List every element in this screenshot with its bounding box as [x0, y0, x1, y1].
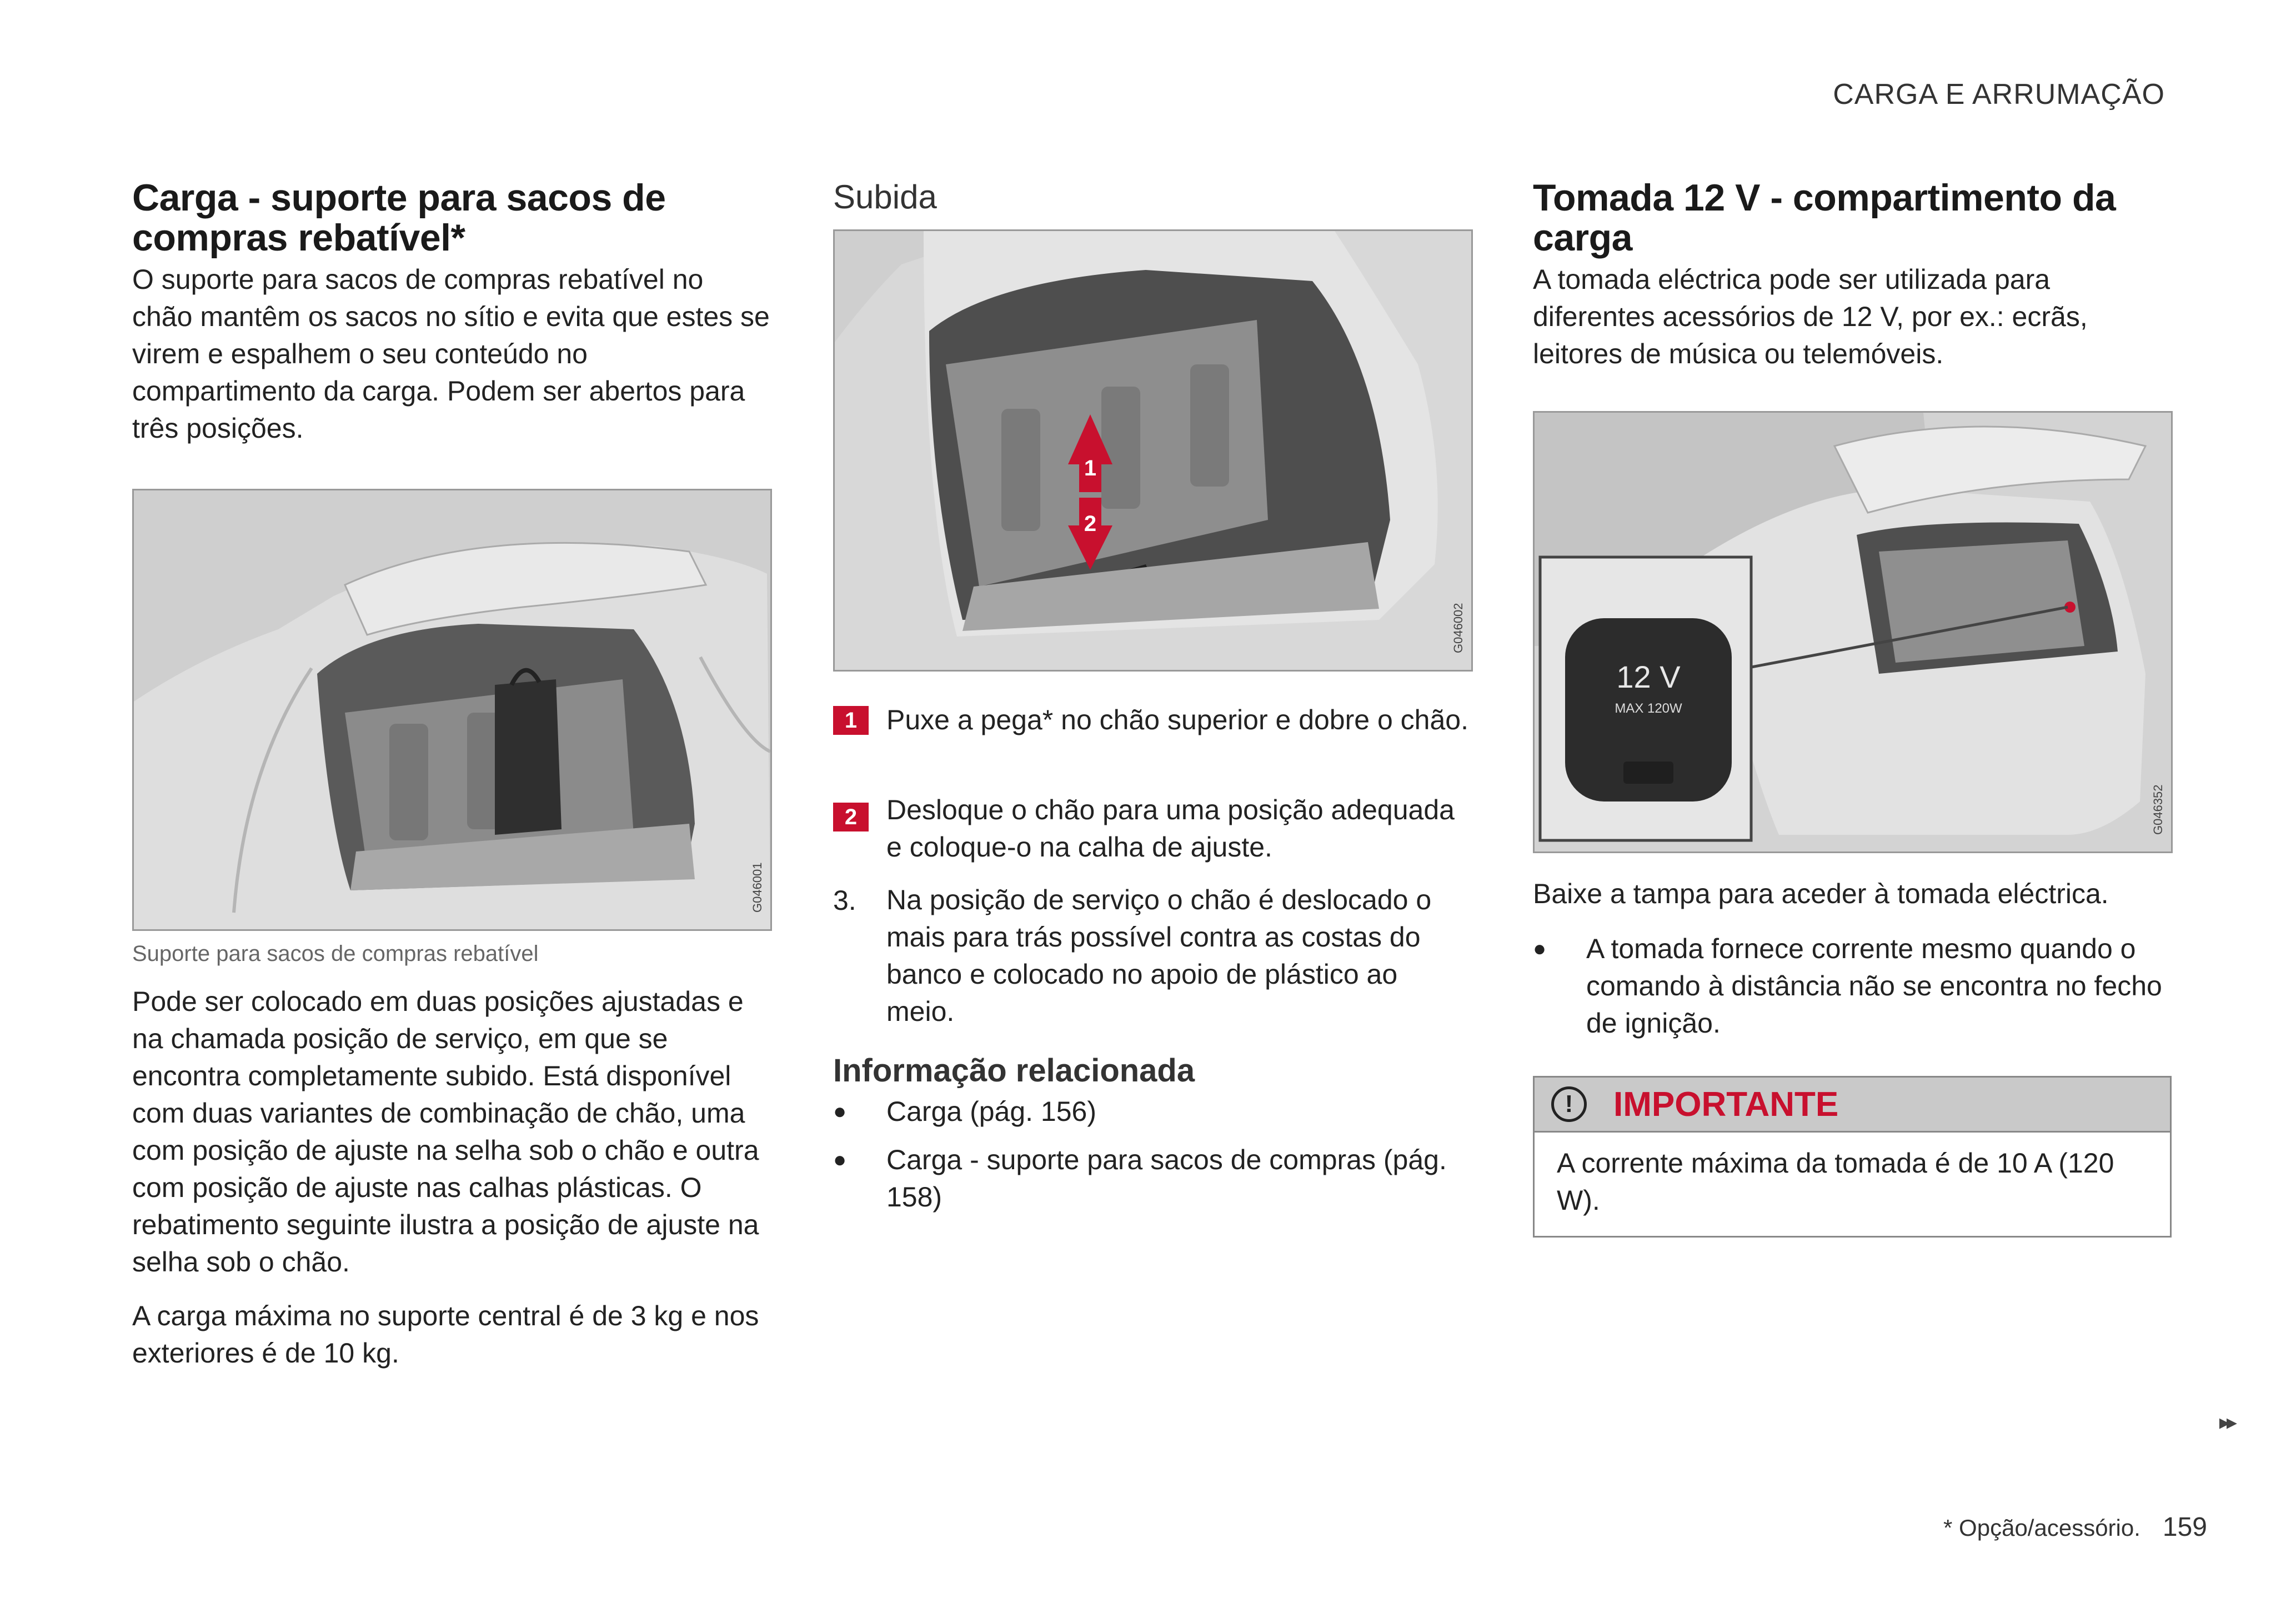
section-title-bag-holder: Carga - suporte para sacos de compras rebatível*: [132, 177, 666, 259]
socket-bullet-1-text: A tomada fornece corrente mesmo quando o comando à distância não se encontra no fecho de ignição.: [1586, 933, 2162, 1039]
section-header: CARGA E ARRUMAÇÃO: [1833, 78, 2165, 111]
socket-illustration: [1535, 413, 2171, 851]
important-header: [1535, 1078, 2170, 1133]
related-info-title: Informação relacionada: [833, 1053, 1195, 1089]
figure-code-g046001: G046001: [750, 862, 764, 913]
step-1: [833, 702, 1472, 739]
section-title-12v-socket: Tomada 12 V - compartimento da carga: [1533, 177, 2116, 259]
figure-code-g046002: G046002: [1451, 603, 1465, 653]
step-2-badge: 2: [833, 803, 869, 831]
figure-12v-socket: [1533, 411, 2173, 853]
step-3-text: Na posição de serviço o chão é deslocado o mais para trás possível contra as costas do banco e colocado no apoio de plástico ao meio.: [886, 884, 1432, 1027]
figure-floor-raise: [833, 229, 1473, 672]
footer: [1943, 1512, 2207, 1542]
arrow-1-label: 1: [1084, 456, 1097, 480]
bullet-dot: ●: [833, 1099, 847, 1124]
subtitle-raising: Subida: [833, 178, 937, 216]
bullet-dot: ●: [833, 1148, 847, 1172]
bag-holder-intro: O suporte para sacos de compras rebatível no chão mantêm os sacos no sítio e evita que estes se virem e espalhem o seu conteúdo no compartimento da carga. Podem ser abertos para três posições.: [132, 264, 770, 444]
step-1-text: Puxe a pega* no chão superior e dobre o chão.: [886, 704, 1468, 735]
important-text: A corrente máxima da tomada é de 10 A (120 W).: [1557, 1148, 2114, 1216]
figure-code-g046352: G046352: [2151, 784, 2165, 835]
bag-holder-paragraph-1: Pode ser colocado em duas posições ajustadas e na chamada posição de serviço, em que se encontra completamente subido. Está disponível com duas variantes de combinação de chão, uma com posição de ajuste na selha sob o chão e outra com posição de ajuste nas calhas plásticas. O rebatimento seguinte ilustra a posição de ajuste na selha sob o chão.: [132, 986, 759, 1278]
page-number: 159: [2162, 1512, 2207, 1542]
important-label: IMPORTANTE: [1613, 1085, 1839, 1124]
related-link-1-text[interactable]: Carga (pág. 156): [886, 1096, 1097, 1127]
bullet-dot: ●: [1533, 936, 1547, 961]
step-2-text: Desloque o chão para uma posição adequada e coloque-o na calha de ajuste.: [886, 794, 1455, 863]
bag-holder-illustration: [134, 490, 770, 929]
related-link-2[interactable]: [833, 1141, 1472, 1216]
next-page-arrows-icon[interactable]: ▸▸: [2219, 1411, 2234, 1434]
column-raising: [833, 178, 1472, 217]
bag-holder-body: [132, 983, 771, 1372]
arrow-2-label: 2: [1084, 512, 1097, 536]
socket-intro: A tomada eléctrica pode ser utilizada para diferentes acessórios de 12 V, por ex.: ecrãs, leitores de música ou telemóveis.: [1533, 264, 2088, 369]
step-2: [833, 792, 1472, 866]
column-shopping-bag-holder: [132, 178, 771, 447]
floor-raise-illustration: [835, 231, 1471, 670]
important-box: [1533, 1076, 2172, 1238]
figure-caption: Suporte para sacos de compras rebatível: [132, 941, 539, 966]
footer-note: * Opção/acessório.: [1943, 1515, 2140, 1541]
socket-bullet-1: [1533, 930, 2172, 1042]
related-link-1[interactable]: [833, 1093, 1472, 1130]
step-3: [833, 881, 1472, 1030]
related-link-2-text[interactable]: Carga - suporte para sacos de compras (pág. 158): [886, 1144, 1447, 1213]
socket-sublabel: MAX 120W: [1615, 701, 1682, 716]
socket-instruction: Baixe a tampa para aceder à tomada eléctrica.: [1533, 878, 2109, 909]
step-3-number: 3.: [833, 884, 856, 916]
column-12v-socket: [1533, 178, 2172, 373]
step-1-badge: 1: [833, 706, 869, 735]
socket-label: 12 V: [1616, 659, 1681, 694]
warning-icon: !: [1551, 1086, 1587, 1122]
bag-holder-paragraph-2: A carga máxima no suporte central é de 3 kg e nos exteriores é de 10 kg.: [132, 1300, 759, 1369]
figure-bag-holder: [132, 489, 772, 931]
